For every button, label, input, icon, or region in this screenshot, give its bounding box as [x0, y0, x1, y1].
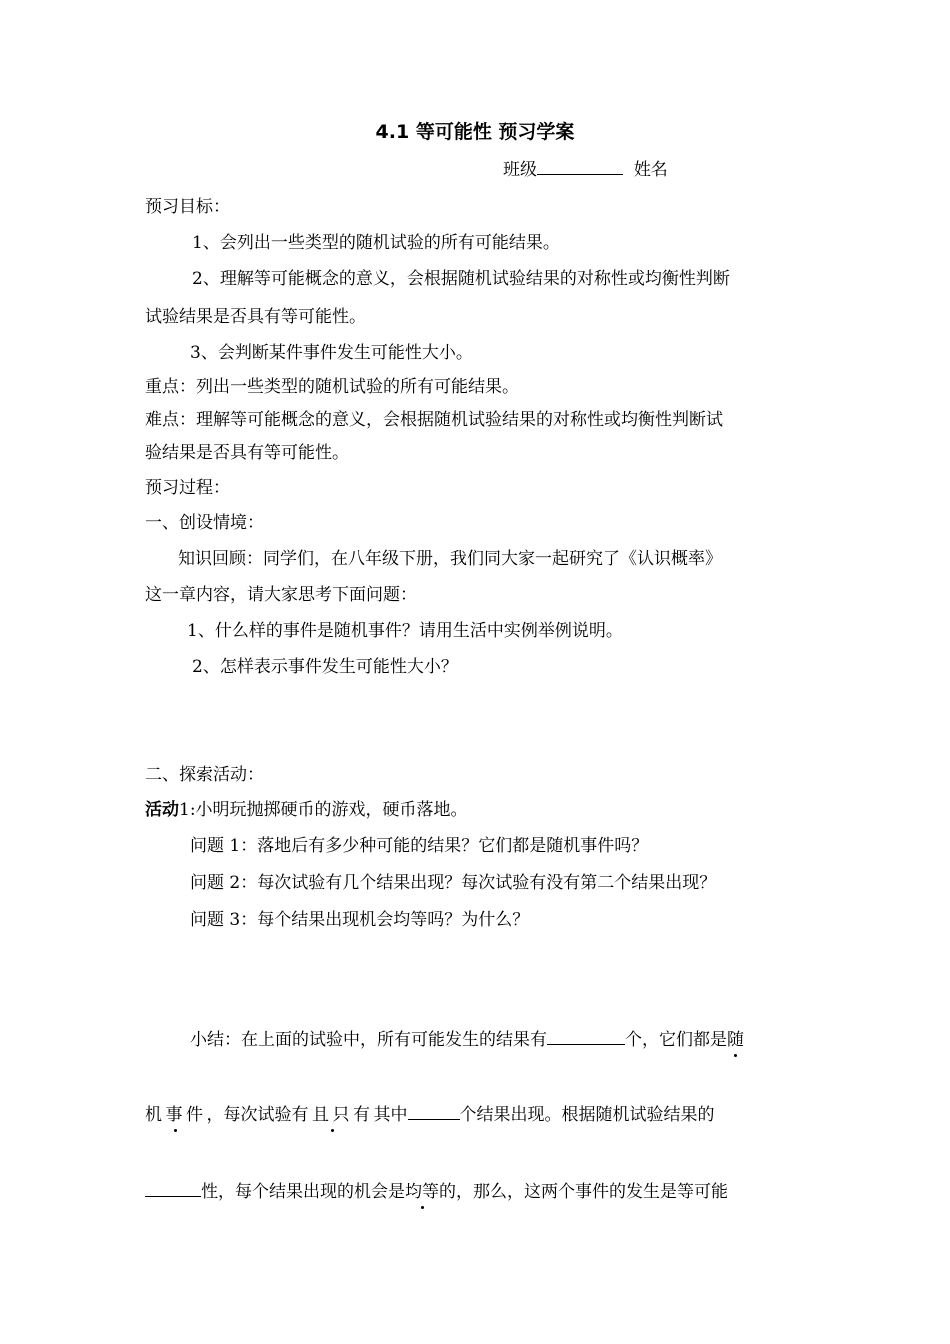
difficulty-line: 验结果是否具有等可能性。: [145, 443, 349, 463]
review-line: 知识回顾：同学们，在八年级下册，我们同大家一起研究了《认识概率》: [178, 549, 722, 569]
difficulty-line: 难点：理解等可能概念的意义，会根据随机试验结果的对称性或均衡性判断试: [145, 410, 723, 430]
objective-item: 3、会判断某件事件发生可能性大小。: [190, 343, 473, 363]
objective-item-continued: 试验结果是否具有等可能性。: [145, 307, 366, 327]
summary-text: ，每次试验: [206, 1105, 292, 1125]
section2-question: 问题 1：落地后有多少种可能的结果？它们都是随机事件吗？: [190, 836, 649, 856]
section2-question: 问题 2：每次试验有几个结果出现？每次试验有没有第二个结果出现？: [190, 873, 717, 893]
summary-text: 其中: [373, 1105, 408, 1125]
summary-text: 性，每个结果出现的机会是: [201, 1182, 405, 1202]
summary-line-2: [145, 1103, 715, 1126]
page-title: 4.1 等可能性 预习学案: [375, 121, 575, 143]
summary-blank-count[interactable]: [547, 1028, 625, 1045]
summary-text: 个结果出现。根据随机试验结果的: [459, 1105, 715, 1125]
activity-text: 1:小明玩抛掷硬币的游戏，硬币落地。: [179, 800, 468, 820]
emphasis-text: 均等: [405, 1182, 439, 1202]
emphasis-text: 随: [727, 1030, 744, 1050]
class-blank[interactable]: [537, 158, 623, 175]
activity-label: 活动: [145, 800, 179, 820]
summary-line-1: [190, 1028, 744, 1051]
class-label: 班级: [503, 160, 537, 180]
process-heading: 预习过程：: [145, 478, 230, 498]
section2-question: 问题 3：每个结果出现机会均等吗？为什么？: [190, 910, 530, 930]
name-label: 姓名: [633, 160, 668, 180]
summary-text: 个，它们都是: [625, 1030, 727, 1050]
objective-item: 2、理解等可能概念的意义，会根据随机试验结果的对称性或均衡性判断: [192, 269, 730, 289]
key-point: 重点：列出一些类型的随机试验的所有可能结果。: [145, 377, 519, 397]
summary-blank-property[interactable]: [145, 1180, 201, 1197]
objective-item: 1、会列出一些类型的随机试验的所有可能结果。: [192, 233, 560, 253]
review-line: 这一章内容，请大家思考下面问题：: [145, 585, 417, 605]
summary-text: 的，那么，这两个事件的发生是等可能: [439, 1182, 728, 1202]
section1-question: 2、怎样表示事件发生可能性大小？: [192, 657, 458, 677]
activity-line: [145, 799, 468, 821]
summary-line-3: [145, 1180, 728, 1203]
summary-blank-occurrence[interactable]: [408, 1103, 460, 1120]
emphasis-text: 机事件: [145, 1105, 207, 1125]
class-name-header: [503, 158, 668, 181]
section1-question: 1、什么样的事件是随机事件？请用生活中实例举例说明。: [187, 621, 623, 641]
emphasis-text: 有且只有: [291, 1105, 374, 1125]
objectives-heading: 预习目标：: [145, 197, 230, 217]
summary-text: 小结：在上面的试验中，所有可能发生的结果有: [190, 1030, 547, 1050]
section2-heading: 二、探索活动：: [145, 765, 264, 785]
section1-heading: 一、创设情境：: [145, 513, 264, 533]
